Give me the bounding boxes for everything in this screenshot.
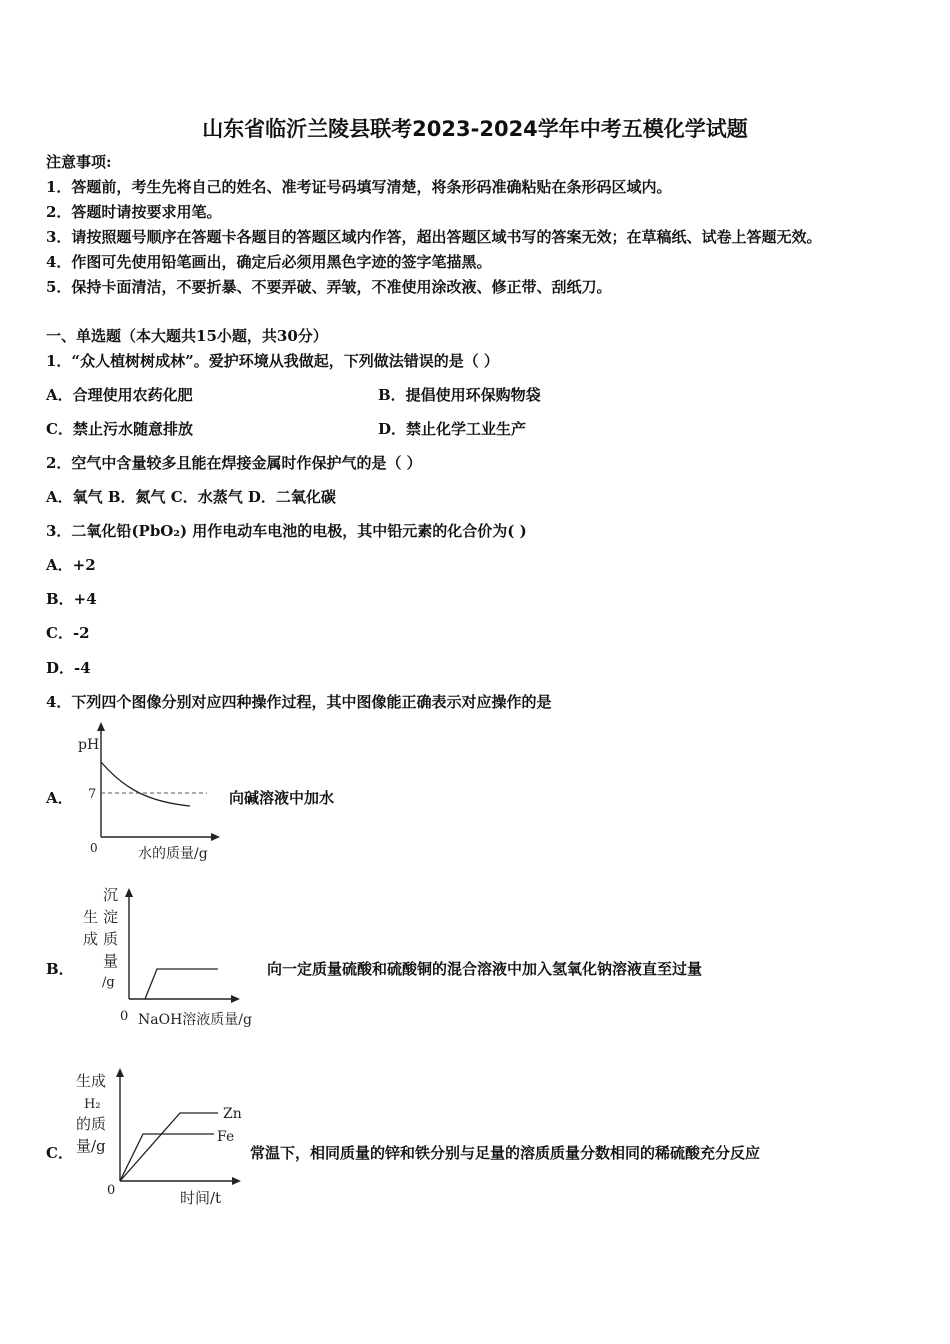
notice-item-4: 4．作图可先使用铅笔画出，确定后必须用黑色字迹的签字笔描黑。 <box>46 253 492 271</box>
q3-option-b: B．+4 <box>46 590 97 608</box>
q1-option-c: C．禁止污水随意排放 <box>46 420 193 438</box>
q1-option-a: A．合理使用农药化肥 <box>46 386 193 404</box>
q2-stem: 2．空气中含量较多且能在焊接金属时作保护气的是（ ） <box>46 454 422 472</box>
graph-c-x-label: 时间/t <box>180 1189 222 1207</box>
graph-b-origin: 0 <box>120 1009 129 1024</box>
q4-graph-c <box>70 1062 250 1212</box>
q4-option-a-desc: 向碱溶液中加水 <box>229 789 335 807</box>
notice-item-3: 3．请按照题号顺序在答题卡各题目的答题区域内作答，超出答题区域书写的答案无效；在草稿纸、试卷上答题无效。 <box>46 228 822 246</box>
notice-item-1: 1．答题前，考生先将自己的姓名、准考证号码填写清楚，将条形码准确粘贴在条形码区域内。 <box>46 178 672 196</box>
q1-option-b: B．提倡使用环保购物袋 <box>378 386 541 404</box>
q3-stem: 3．二氧化铅(PbO₂) 用作电动车电池的电极，其中铅元素的化合价为( ) <box>46 522 527 540</box>
notice-item-2: 2．答题时请按要求用笔。 <box>46 203 222 221</box>
graph-c-y-label-3: 的质 <box>76 1115 107 1133</box>
ph-curve <box>101 762 190 806</box>
graph-c-y-label-2: H₂ <box>84 1097 101 1112</box>
q4-option-b-label: B． <box>46 960 74 978</box>
q4-graph-b <box>78 880 273 1035</box>
graph-b-y-label-side-1: 生 <box>83 908 99 926</box>
notice-item-5: 5．保持卡面清洁，不要折暴、不要弄破、弄皱，不准使用涂改液、修正带、刮纸刀。 <box>46 278 612 296</box>
graph-a-y-label: pH <box>78 737 100 753</box>
graph-b-y-label-2: 淀 <box>103 908 119 926</box>
zn-line <box>120 1113 218 1181</box>
q4-option-b-desc: 向一定质量硫酸和硫酸铜的混合溶液中加入氢氧化钠溶液直至过量 <box>267 960 703 978</box>
q4-stem: 4．下列四个图像分别对应四种操作过程，其中图像能正确表示对应操作的是 <box>46 693 552 711</box>
fe-line <box>120 1134 214 1181</box>
notice-heading: 注意事项: <box>46 153 112 171</box>
graph-b-y-label-3: 质 <box>103 930 119 948</box>
graph-a-x-label: 水的质量/g <box>138 846 208 862</box>
q2-options: A．氧气 B．氮气 C．水蒸气 D．二氧化碳 <box>46 488 336 506</box>
graph-c-series-zn: Zn <box>223 1106 242 1122</box>
page-title: 山东省临沂兰陵县联考2023-2024学年中考五模化学试题 <box>202 117 748 141</box>
graph-c-y-label-1: 生成 <box>76 1072 107 1090</box>
q3-option-c: C．-2 <box>46 624 90 642</box>
q3-option-d: D．-4 <box>46 659 91 677</box>
graph-a-tick-7: 7 <box>88 787 97 802</box>
q4-option-a-label: A． <box>46 789 73 807</box>
graph-b-y-label-side-2: 成 <box>83 930 99 948</box>
graph-b-y-label-1: 沉 <box>103 886 119 904</box>
graph-b-y-label-4: 量 <box>103 952 119 970</box>
q4-option-c-label: C． <box>46 1144 73 1162</box>
graph-b-y-unit: /g <box>102 975 115 990</box>
q1-stem: 1．“众人植树树成林”。爱护环境从我做起，下列做法错误的是（ ） <box>46 352 499 370</box>
graph-c-series-fe: Fe <box>217 1129 235 1145</box>
graph-a-origin: 0 <box>90 841 98 855</box>
q4-option-c-desc: 常温下，相同质量的锌和铁分别与足量的溶质质量分数相同的稀硫酸充分反应 <box>250 1144 761 1162</box>
section-heading: 一、单选题（本大题共15小题，共30分） <box>46 327 328 345</box>
precipitate-line <box>145 969 218 999</box>
graph-b-x-label: NaOH溶液质量/g <box>138 1012 252 1028</box>
graph-c-y-label-4: 量/g <box>76 1137 106 1155</box>
q3-option-a: A．+2 <box>46 556 96 574</box>
graph-c-origin: 0 <box>107 1183 116 1198</box>
q4-graph-a <box>70 720 240 870</box>
q1-option-d: D．禁止化学工业生产 <box>378 420 527 438</box>
